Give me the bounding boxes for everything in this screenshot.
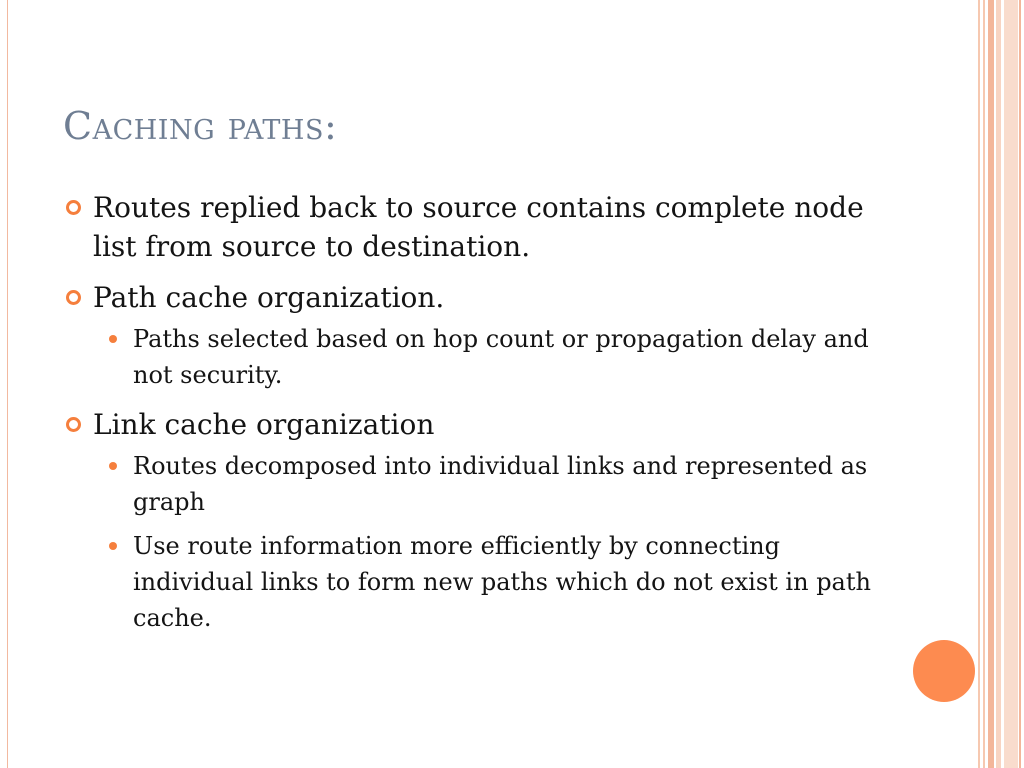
- right-decorative-stripe: [983, 0, 985, 768]
- right-decorative-stripe: [978, 0, 980, 768]
- bullet-text: Path cache organization.: [93, 281, 445, 314]
- right-decorative-stripe: [1004, 0, 1018, 768]
- right-decorative-stripe: [988, 0, 994, 768]
- sub-bullet-text: Paths selected based on hop count or propagation delay and not security.: [133, 325, 869, 389]
- right-decorative-stripe: [996, 0, 1001, 768]
- hollow-circle-bullet-icon: [66, 200, 81, 215]
- slide-title: Caching paths:: [63, 104, 338, 148]
- sub-bullet-list: [60, 448, 890, 636]
- bullet-item: [60, 405, 890, 444]
- filled-dot-bullet-icon: [109, 335, 117, 343]
- slide-content: [60, 188, 890, 648]
- sub-bullet-item: [133, 321, 890, 393]
- sub-bullet-text: Use route information more efficiently by connecting individual links to form new paths which do not exist in path cache.: [133, 532, 871, 632]
- filled-dot-bullet-icon: [109, 542, 117, 550]
- sub-bullet-text: Routes decomposed into individual links and represented as graph: [133, 452, 868, 516]
- accent-circle-icon: [913, 640, 975, 702]
- right-decorative-stripe: [1019, 0, 1021, 768]
- sub-bullet-item: [133, 448, 890, 520]
- hollow-circle-bullet-icon: [66, 417, 81, 432]
- sub-bullet-list: [60, 321, 890, 393]
- bullet-text: Link cache organization: [93, 408, 435, 441]
- sub-bullet-item: [133, 528, 890, 636]
- filled-dot-bullet-icon: [109, 462, 117, 470]
- bullet-text: Routes replied back to source contains complete node list from source to destination.: [93, 191, 864, 263]
- bullet-item: [60, 278, 890, 317]
- bullet-item: [60, 188, 890, 266]
- left-border-line: [7, 0, 8, 768]
- hollow-circle-bullet-icon: [66, 290, 81, 305]
